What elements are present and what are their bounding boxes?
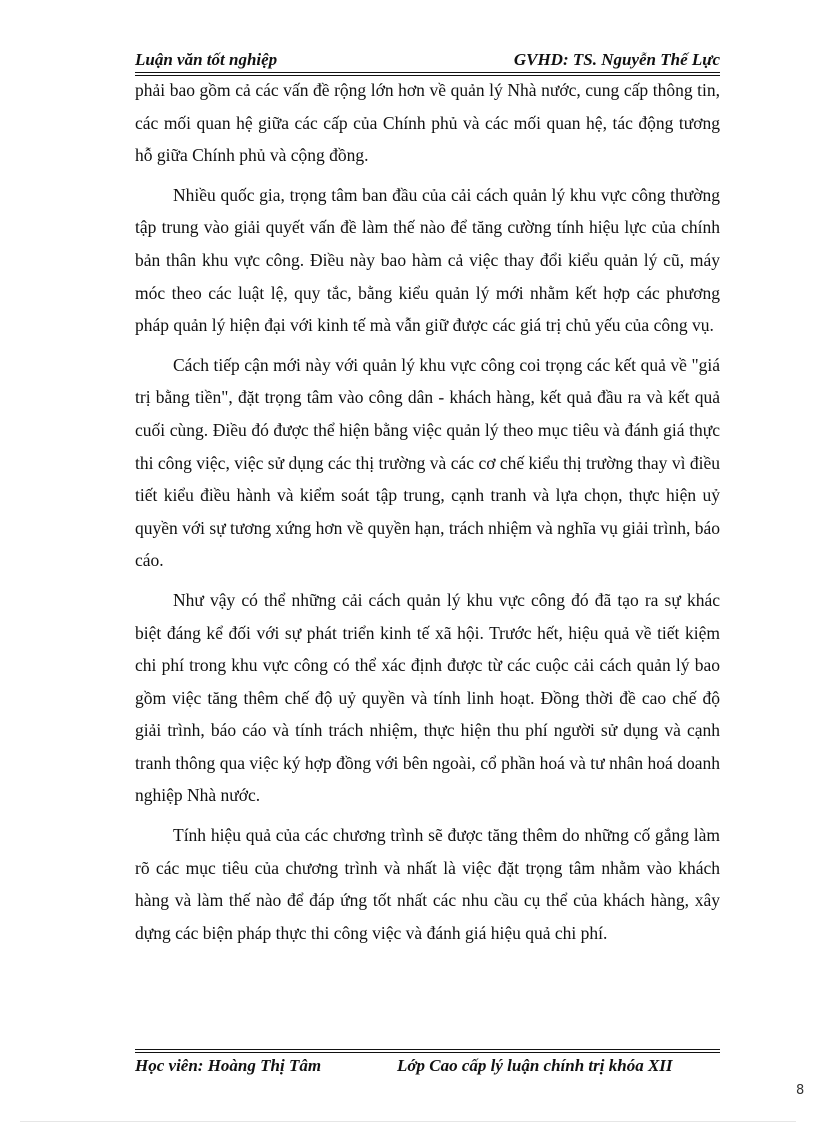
footer-class: Lớp Cao cấp lý luận chính trị khóa XII (397, 1056, 673, 1075)
paragraph: Như vậy có thể những cải cách quản lý khu vực công đó đã tạo ra sự khác biệt đáng kể đối với sự phát triển kinh tế xã hội. Trước hết, hiệu quả về tiết kiệm chi phí trong khu vực công có thể xác định được từ các cuộc cải cách quản lý bao gồm việc tăng thêm chế độ uỷ quyền và tính linh hoạt. Đồng thời đề cao chế độ giải trình, báo cáo và tính trách nhiệm, thực hiện thu phí người sử dụng và cạnh tranh thông qua việc ký hợp đồng với bên ngoài, cổ phần hoá và tư nhân hoá doanh nghiệp Nhà nước. (135, 589, 720, 806)
page-bottom-edge (20, 1121, 796, 1122)
page-header (135, 48, 720, 72)
paragraph-continued: phải bao gồm cả các vấn đề rộng lớn hơn về quản lý Nhà nước, cung cấp thông tin, các mối quan hệ giữa các cấp của Chính phủ và các mối quan hệ, tác động tương hỗ giữa Chính phủ và cộng đồng. (135, 80, 720, 166)
footer-rule (135, 1052, 720, 1053)
paragraph: Nhiều quốc gia, trọng tâm ban đầu của cải cách quản lý khu vực công thường tập trung vào giải quyết vấn đề làm thế nào để tăng cường tính hiệu lực của chính bản thân khu vực công. Điều này bao hàm cả việc thay đổi kiểu quản lý cũ, máy móc theo các luật lệ, quy tắc, bằng kiểu quản lý mới nhằm kết hợp các phương pháp quản lý hiện đại với kinh tế mà vẫn giữ được các giá trị chủ yếu của công vụ. (135, 184, 720, 336)
header-thesis-title: Luận văn tốt nghiệp (135, 50, 278, 69)
page-number: 8 (796, 1083, 805, 1098)
footer-student: Học viên: Hoàng Thị Tâm (135, 1056, 322, 1075)
footer-rule-thin (135, 1049, 720, 1050)
header-supervisor: GVHD: TS. Nguyễn Thế Lực (513, 50, 720, 69)
header-rule (135, 72, 720, 73)
body-text (135, 74, 720, 956)
paragraph: Cách tiếp cận mới này với quản lý khu vực công coi trọng các kết quả về "giá trị bằng tiền", đặt trọng tâm vào công dân - khách hàng, kết quả đầu ra và kết quả cuối cùng. Điều đó được thể hiện bằng việc quản lý theo mục tiêu và đánh giá thực thi công việc, việc sử dụng các thị trường và các cơ chế kiểu thị trường thay vì điều tiết kiểu điều hành và kiểm soát tập trung, cạnh tranh và lựa chọn, thực hiện uỷ quyền với sự tương xứng hơn về quyền hạn, trách nhiệm và nghĩa vụ giải trình, báo cáo. (135, 354, 720, 571)
page-footer (135, 1054, 720, 1078)
paragraph: Tính hiệu quả của các chương trình sẽ được tăng thêm do những cố gắng làm rõ các mục tiêu của chương trình và nhất là việc đặt trọng tâm nhằm vào khách hàng và làm thế nào để đáp ứng tốt nhất các nhu cầu cụ thể của khách hàng, xây dựng các biện pháp thực thi công việc và đánh giá hiệu quả chi phí. (135, 825, 720, 943)
